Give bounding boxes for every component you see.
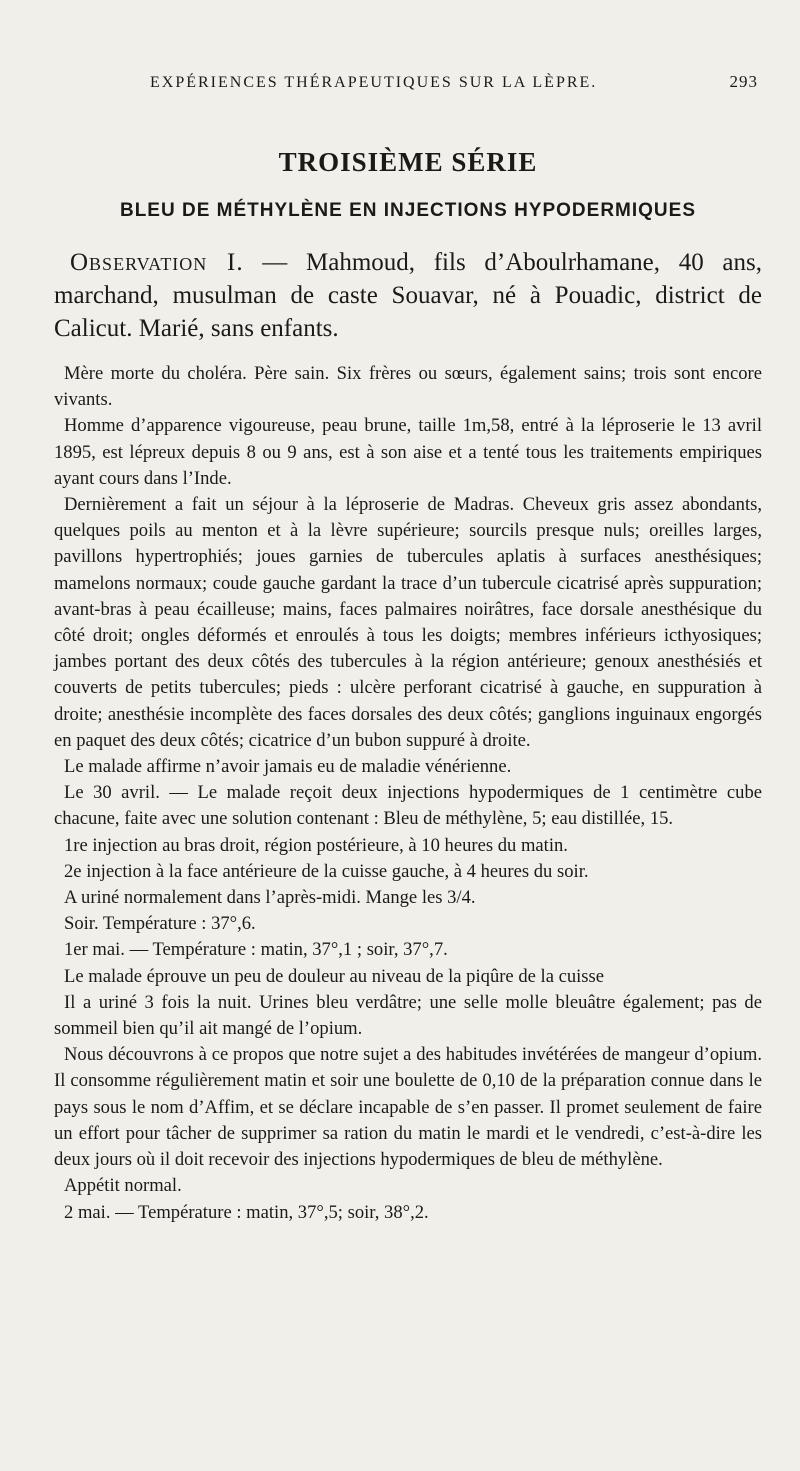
paragraph: Nous découvrons à ce propos que notre sujet a des habitudes invétérées de mangeur d’opium. Il consomme régulièrement matin et soir une boulette de 0,10 de la préparation connue dans le pays sous le nom d’Affim, et se déclare incapable de s’en passer. Il promet seulement de faire un effort pour tâcher de supprimer sa ration du matin le mardi et le vendredi, c’est-à-dire les deux jours où il doit recevoir des injections hypodermiques de bleu de méthylène. <box>54 1044 762 1171</box>
observation-heading <box>54 246 762 345</box>
page-number: 293 <box>729 72 758 91</box>
paragraph: Dernièrement a fait un séjour à la léproserie de Madras. Cheveux gris assez abondants, quelques poils au menton et à la lèvre supérieure; sourcils presque nuls; oreilles larges, pavillons hypertrophiés; joues garnies de tubercules aplatis à surfaces anesthésiques; mamelons normaux; coude gauche gardant la trace d’un tubercule cicatrisé après suppuration; avant-bras à peau écailleuse; mains, faces palmaires noirâtres, face dorsale anesthésique du côté droit; ongles déformés et enroulés à tous les doigts; membres inférieurs icthyosiques; jambes portant des deux côtés des tubercules à la région antérieure; genoux anesthésiés et couverts de petits tubercules; pieds : ulcère perforant cicatrisé à gauche, en suppuration à droite; anesthésie incomplète des faces dorsales des deux côtés; ganglions inguinaux engorgés en paquet des deux côtés; cicatrice d’un bubon suppuré à droite. <box>54 494 762 751</box>
paragraph: Il a uriné 3 fois la nuit. Urines bleu verdâtre; une selle molle bleuâtre également; pas de sommeil bien qu’il ait mangé de l’opium. <box>54 991 762 1040</box>
paragraph: A uriné normalement dans l’après-midi. Mange les 3/4. <box>64 887 476 909</box>
paragraph: 2e injection à la face antérieure de la cuisse gauche, à 4 heures du soir. <box>64 860 589 882</box>
observation-body <box>54 361 762 1226</box>
paragraph: Mère morte du choléra. Père sain. Six frères ou sœurs, également sains; trois sont encore vivants. <box>54 363 762 411</box>
paragraph: 1er mai. — Température : matin, 37°,1 ; soir, 37°,7. <box>64 939 448 961</box>
paragraph: Le malade affirme n’avoir jamais eu de maladie vénérienne. <box>64 756 512 778</box>
paragraph: Homme d’apparence vigoureuse, peau brune, taille 1m,58, entré à la léproserie le 13 avril 1895, est lépreux depuis 8 ou 9 ans, est à son aise et a tenté tous les traitements empiriques ayant cours dans l’Inde. <box>54 415 762 489</box>
series-title: TROISIÈME SÉRIE <box>278 147 538 177</box>
paragraph: 1re injection au bras droit, région postérieure, à 10 heures du matin. <box>64 834 568 856</box>
paragraph: 2 mai. — Température : matin, 37°,5; soir, 38°,2. <box>64 1201 429 1223</box>
paragraph: Appétit normal. <box>64 1175 182 1197</box>
observation-text: — Mahmoud, fils d’Aboulrhamane, 40 ans, marchand, musulman de caste Souavar, né à Pouadic, district de Calicut. Marié, sans enfants. <box>54 249 762 342</box>
running-head <box>54 72 762 92</box>
paragraph: Le 30 avril. — Le malade reçoit deux injections hypodermiques de 1 centimètre cube chacune, faite avec une solution contenant : Bleu de méthylène, 5; eau distillée, 15. <box>54 782 762 830</box>
paragraph: Soir. Température : 37°,6. <box>64 913 256 935</box>
observation-label: Observation I. <box>70 249 244 276</box>
running-title: EXPÉRIENCES THÉRAPEUTIQUES SUR LA LÈPRE. <box>150 74 598 91</box>
series-subtitle: BLEU DE MÉTHYLÈNE EN INJECTIONS HYPODERMIQUES <box>119 200 696 221</box>
paragraph: Le malade éprouve un peu de douleur au niveau de la piqûre de la cuisse <box>64 965 605 987</box>
